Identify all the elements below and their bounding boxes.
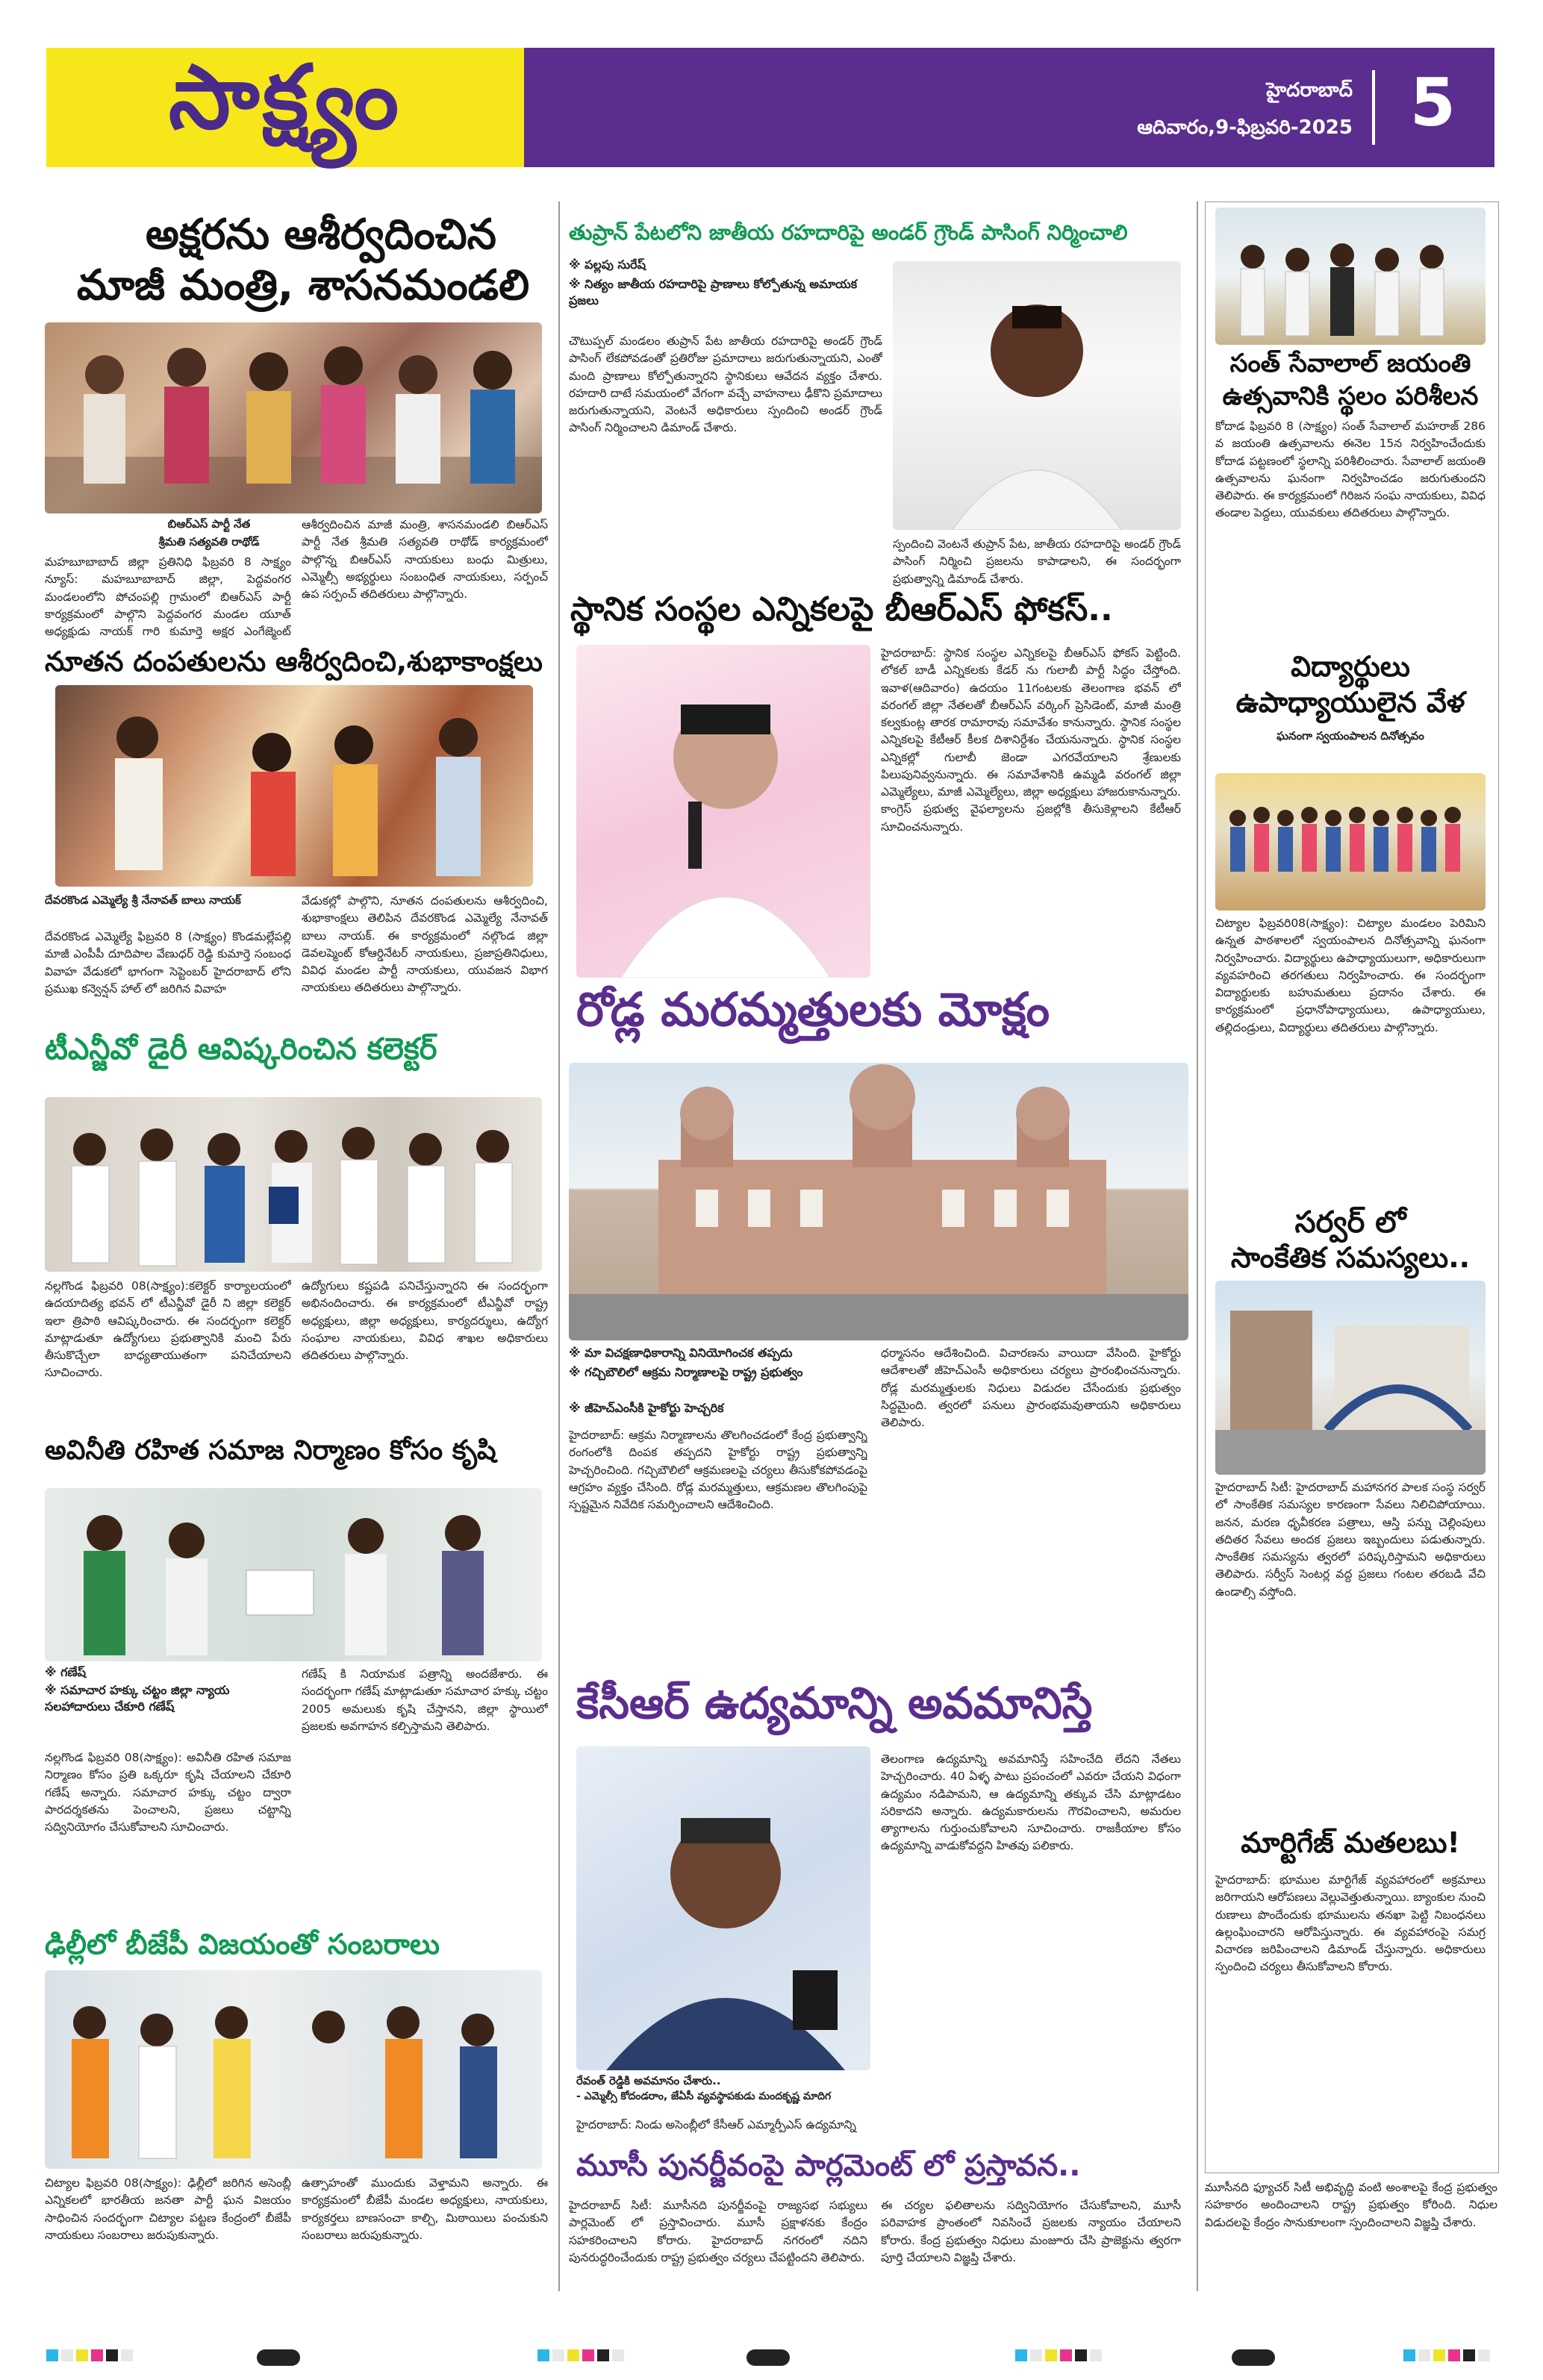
- page-number: 5: [1409, 64, 1456, 141]
- body-musi-left: హైదరాబాద్ సిటీ: మూసీనది పునర్జీవంపై రాజ్యసభ సభ్యులు పార్లమెంట్ లో ప్రస్తావించారు. మూసీ ప్రక్షాళనకు కేంద్రం సహకరించాలని కోరారు. హైదరాబాద్ నగరంలో నదిని పునరుద్ధరించేందుకు రాష్ట్ర ప్రభుత్వం చర్యలు చేపట్టిందని తెలిపారు.: [569, 2199, 867, 2264]
- headline-sevalal-jayanthi: సంత్ సేవాలాల్ జయంతి: [1229, 349, 1471, 378]
- masthead-date: ఆదివారం,9-ఫిబ్రవరి-2025: [1137, 116, 1353, 139]
- launch-illustration: [45, 1097, 542, 1272]
- masthead-bar: [524, 48, 1494, 167]
- headline-kcr-movement: కేసీఆర్ ఉద్యమాన్ని అవమానిస్తే: [576, 1678, 1093, 1728]
- body-brs-focus: హైదరాబాద్: స్థానిక సంస్థల ఎన్నికలపై బీఆర్ఎస్ ఫోకస్ పెట్టింది. లోకల్ బాడీ ఎన్నికలకు కేడర్ ను గులాబీ పార్టీ సిద్ధం చేస్తోంది. ఇవాళ(ఆదివారం) ఉదయం 11గంటలకు తెలంగాణ భవన్ లో వరంగల్ జిల్లా నేతలతో బీఆర్ఎస్ వర్కింగ్ ప్రెసిడెంట్, మాజీ మంత్రి కల్వకుంట్ల తారక రామారావు సమావేశం కానున్నారు. స్థానిక సంస్థల ఎన్నికలపై కేటీఆర్ కీలక దిశానిర్దేశం చేయనున్నారు. స్థానిక సంస్థల ఎన్నికల్లో గులాబీ జెండా ఎగరవేయాలని శ్రేణులకు పిలుపునివ్వనున్నారు. ఈ సమావేశానికి ఉమ్మడి వరంగల్ జిల్లా ఎమ్మెల్యేలు, మాజీ ఎమ్మెల్యేలు, జిల్లా అధ్యక్షులు హాజరుకానున్నారు. కాంగ్రెస్ ప్రభుత్వ వైఫల్యాలను ప్రజల్లోకి తీసుకెళ్లాలని కేటీఆర్ సూచించనున్నారు.: [881, 646, 1181, 834]
- caption-ganesh: ※ గణేష్: [45, 1665, 87, 1679]
- body-bjp-right: ఉత్సాహంతో ముందుకు వెళ్తామని అన్నారు. ఈ కార్యక్రమంలో బీజేపీ మండల అధ్యక్షులు, నాయకులు, కార్యకర్తలు బాణసంచా కాల్చి, మిఠాయిలు పంచుకుని సంబరాలు జరుపుకున్నారు.: [302, 2176, 548, 2242]
- color-registration-marks: [46, 2349, 133, 2364]
- photo-high-court: [569, 1063, 1188, 1340]
- photo-ghmc-office: [1215, 1281, 1486, 1475]
- caption-party-leader: బిఆర్ఎస్ పార్టీ నేత: [167, 517, 251, 531]
- body-newlyweds-left: దేవరకొండ ఎమ్మెల్యే ఫిబ్రవరి 8 (సాక్ష్యం) కొండమల్లేపల్లి మాజీ ఎంపీపీ దూదిపాల వేణుధర్ రెడ్డి కుమార్తె సంబంధ వివాహ వేడుకలో భాగంగా సెప్టెంబర్ హైదరాబాద్ లోని ప్రముఖ కన్వెన్షన్ హాల్ లో జరిగిన వివాహ: [45, 930, 291, 996]
- people-illustration: [45, 322, 542, 513]
- photo-ktr: [576, 645, 870, 978]
- bullet-ghmc-warning: ※ జీహెచ్ఎంసీకి హైకోర్టు హెచ్చరిక: [569, 1401, 724, 1415]
- court-building-illustration: [569, 1063, 1188, 1340]
- photo-pallapu-suresh: [893, 261, 1181, 530]
- body-newlyweds-right: వేడుకల్లో పాల్గొని, నూతన దంపతులను ఆశీర్వదించి, శుభాకాంక్షలు తెలిపిన దేవరకొండ ఎమ్మెల్యే నేనావత్ బాలు నాయక్. ఈ కార్యక్రమంలో నల్గొండ జిల్లా డెవలప్మెంట్ కోఆర్డినేటర్ నాయకులు, ప్రజాప్రతినిధులు, వివిధ మండల పార్టీ నాయకులు, యువజన విభాగ నాయకులు తదితరులు పాల్గొన్నారు.: [302, 894, 548, 995]
- headline-brs-focus: స్థానిక సంస్థల ఎన్నికలపై బీఆర్ఎస్ ఫోకస్..: [570, 591, 1190, 628]
- body-underground-passing: చౌటుప్పల్ మండలం తుప్రాన్ పేట జాతీయ రహదారిపై అండర్ గ్రౌండ్ పాసింగ్ లేకపోవడంతో ప్రతిరోజు ప్రమాదాలు జరుగుతున్నాయని, ఎంతో మంది ప్రాణాలు కోల్పోతున్నారని స్థానికులు ఆవేదన వ్యక్తం చేశారు. రహదారి దాటే సమయంలో వేగంగా వచ్చే వాహనాలు ఢీకొని ప్రమాదాలు జరుగుతున్నాయని, వెంటనే అధికారులు స్పందించి అండర్ గ్రౌండ్ పాసింగ్ నిర్మించాలని డిమాండ్ చేశారు.: [569, 334, 882, 435]
- headline-road-repairs: రోడ్ల మరమ్మత్తులకు మోక్షం: [576, 982, 1050, 1037]
- headline-sevalal-jayanthi-line2: ఉత్సవానికి స్థలం పరిశీలన: [1222, 381, 1479, 411]
- color-registration-marks: [537, 2349, 624, 2364]
- color-registration-marks: [1403, 2349, 1490, 2364]
- students-illustration: [1215, 773, 1486, 911]
- headline-aksharanu: అక్షరను ఆశీర్వదించిన: [146, 210, 496, 259]
- body-musi-right: ఈ చర్యల ఫలితాలను సద్వినియోగం చేసుకోవాలని, మూసీ పరివాహక ప్రాంతంలో నివసించే ప్రజలకు న్యాయం చేయాలని కోరారు. కేంద్ర ప్రభుత్వం నిధులు మంజూరు చేసి ప్రాజెక్టును త్వరగా పూర్తి చేయాలని విజ్ఞప్తి చేశారు.: [881, 2199, 1181, 2264]
- byline-kcr-movement: హైదరాబాద్: నిండు అసెంబ్లీలో కేసీఆర్ ఎమ్మార్పీఎస్ ఉద్యమాన్ని: [576, 2118, 856, 2131]
- headline-newlyweds: నూతన దంపతులను ఆశీర్వదించి,శుభాకాంక్షలు: [45, 646, 543, 678]
- headline-students-teachers-line2: ఉపాధ్యాయులైన వేళ: [1235, 686, 1465, 719]
- caption-revanth-reddy: రేవంత్ రెడ్డికి అవమానం చేశారు..: [576, 2074, 721, 2087]
- portrait-illustration: [893, 261, 1181, 530]
- color-registration-marks: [1015, 2349, 1102, 2364]
- headline-server-issue-line2: సాంకేతిక సమస్యలు..: [1230, 1241, 1471, 1274]
- bullet-gachibowli: ※ గచ్చిబౌలిలో ఆక్రమ నిర్మాణాలపై రాష్ట్ర ప్రభుత్వం: [569, 1365, 803, 1379]
- photo-press-meet: [576, 1746, 870, 2070]
- bullet-discretion: ※ మా విచక్షణాధికారాన్ని వినియోగించక తప్పదు: [569, 1346, 793, 1360]
- body-mortgage: హైదరాబాద్: భూముల మార్టిగేజ్ వ్యవహారంలో అక్రమాలు జరిగాయని ఆరోపణలు వెల్లువెత్తుతున్నాయి. బ్యాంకుల నుంచి రుణాలు పొందేందుకు భూములను తనఖా పెట్టి నిబంధనలు ఉల్లంఘించారని ఆరోపిస్తున్నారు. ఈ వ్యవహారంపై సమగ్ర విచారణ జరిపించాలని డిమాండ్ చేస్తున్నారు. అధికారులు స్పందించి చర్యలు తీసుకోవాలని కోరారు.: [1215, 1873, 1486, 1974]
- headline-server-issue: సర్వర్ లో: [1294, 1205, 1406, 1240]
- bullet-pallapu-suresh: ※ పల్లపు సురేష్: [569, 257, 646, 272]
- inspection-illustration: [1215, 207, 1486, 345]
- logo-text: సాక్ష్యం: [168, 45, 402, 149]
- masthead-logo: [46, 45, 524, 167]
- caption-rti-advisor: ※ సమాచార హక్కు చట్టం జిల్లా న్యాయ సలహాదారులు చేకూరి గణేష్: [45, 1683, 230, 1714]
- registration-pill: [746, 2349, 790, 2366]
- headline-students-teachers: విద్యార్థులు: [1291, 650, 1410, 683]
- caption-manda-krishna: - ఎమ్మెల్సీ కోదండరాం, జేఏసీ వ్యవస్థాపకుడు మందకృష్ణ మాదిగ: [576, 2090, 832, 2102]
- body-underground-passing-2: స్పందించి వెంటనే తుప్రాన్ పేట, జాతీయ రహదారిపై అండర్ గ్రౌండ్ పాసింగ్ నిర్మించి ప్రజలను కాపాడాలని, ఈ సందర్భంగా ప్రభుత్వాన్ని డిమాండ్ చేశారు.: [893, 537, 1181, 586]
- headline-underground-passing: తుప్రాన్ పేటలోని జాతీయ రహదారిపై అండర్ గ్రౌండ్ పాసింగ్ నిర్మించాలి: [569, 220, 1128, 245]
- wedding-illustration: [55, 685, 533, 887]
- body-road-repairs-left: హైదరాబాద్: ఆక్రమ నిర్మాణాలను తొలగించడంలో కేంద్ర ప్రభుత్వాన్ని రంగంలోకి దింపక తప్పదని హైకోర్టు రాష్ట్ర ప్రభుత్వాన్ని హెచ్చరించింది. గచ్చిబౌలిలో ఆక్రమణలపై చర్యలు తీసుకోకపోవడంపై ఆగ్రహం వ్యక్తం చేసింది. రోడ్ల మరమ్మత్తులు, ఆక్రమణల తొలగింపుపై స్పష్టమైన నివేదిక సమర్పించాలని ఆదేశించింది.: [569, 1428, 867, 1511]
- headline-aksharanu-line2: మాజీ మంత్రి, శాసనమండలి: [76, 261, 530, 310]
- headline-delhi-bjp-celebration: ఢిల్లీలో బీజేపీ విజయంతో సంబరాలు: [45, 1928, 440, 1961]
- body-anti-corruption-right: గణేష్ కి నియామక పత్రాన్ని అందజేశారు. ఈ సందర్భంగా గణేష్ మాట్లాడుతూ సమాచార హక్కు చట్టం 2005 అమలుకు కృషి చేస్తానని, జిల్లా స్థాయిలో ప్రజలకు అవగాహన కల్పిస్తామని తెలిపారు.: [302, 1667, 548, 1733]
- registration-pill: [257, 2349, 300, 2366]
- body-anti-corruption-left: నల్లగొండ ఫిబ్రవరి 08(సాక్ష్యం): అవినీతి రహిత సమాజ నిర్మాణం కోసం ప్రతి ఒక్కరూ కృషి చేయాలని చేకూరి గణేష్ అన్నారు. సమాచార హక్కు చట్టం ద్వారా పారదర్శకతను పెంచాలని, ప్రజలు చట్టాన్ని సద్వినియోగం చేసుకోవాలని సూచించారు.: [45, 1751, 291, 1834]
- masthead-city: హైదరాబాద్: [1266, 79, 1353, 101]
- body-road-repairs-right: ధర్మాసనం ఆదేశించింది. విచారణను వాయిదా వేసింది. హైకోర్టు ఆదేశాలతో జీహెచ్ఎంసీ అధికారులు చర్యలు ప్రారంభించనున్నారు. రోడ్ల మరమ్మత్తులకు నిధులు విడుదల చేసేందుకు ప్రభుత్వం సిద్ధమైంది. త్వరలో పనులు ప్రారంభమవుతాయని అధికారులు తెలిపారు.: [881, 1346, 1181, 1429]
- column-divider: [1197, 202, 1198, 2291]
- photo-engagement-event: [45, 322, 542, 513]
- body-sevalal-jayanthi: కోదాడ ఫిబ్రవరి 8 (సాక్ష్యం) సంత్ సేవాలాల్ మహరాజ్ 286 వ జయంతి ఉత్సవాలను ఈనెల 15న నిర్వహించేందుకు కోదాడ పట్టణంలో స్థలాన్ని పరిశీలించారు. సేవాలాల్ జయంతి ఉత్సవాలను ఘనంగా నిర్వహించడం జరుగుతుందని తెలిపారు. ఈ కార్యక్రమంలో గిరిజన సంఘ నాయకులు, వివిధ తండాల పెద్దలు, యువకులు తదితరులు పాల్గొన్నారు.: [1215, 419, 1486, 520]
- photo-appointment: [45, 1488, 542, 1661]
- caption-mla-balu-naik: దేవరకొండ ఎమ్మెల్యే శ్రీ నేనావత్ బాలు నాయక్: [45, 893, 241, 907]
- celebration-illustration: [45, 1970, 542, 2169]
- photo-diary-launch: [45, 1097, 542, 1272]
- body-bjp-left: చిట్యాల ఫిబ్రవరి 08(సాక్ష్యం): ఢిల్లీలో జరిగిన అసెంబ్లీ ఎన్నికలలో భారతీయ జనతా పార్టీ ఘన విజయం సాధించిన సందర్భంగా చిట్యాల పట్టణ కేంద్రంలో బీజేపీ నాయకులు సంబరాలు జరుపుకున్నారు.: [45, 2176, 291, 2242]
- body-aksharanu-left: మహబూబాబాద్ జిల్లా ప్రతినిధి ఫిబ్రవరి 8 సాక్ష్యం న్యూస్: మహబూబాబాద్ జిల్లా, పెద్దవంగర మండలంలోని పోచంపల్లి గ్రామంలో బిఆర్ఎస్ పార్టీ కార్యక్రమంలో పాల్గొని పెద్దవంగర మండల యూత్ అధ్యక్షుడు నాయక్ గారి కుమార్తె అక్షర ఎంగేజ్మెంట్: [45, 555, 291, 638]
- bullet-lives-lost: ※ నిత్యం జాతీయ రహదారిపై ప్రాణాలు కోల్పోతున్న అమాయక ప్రజలు: [569, 277, 858, 308]
- headline-tngo-diary: టీఎన్జీవో డైరీ ఆవిష్కరించిన కలెక్టర్: [45, 1032, 437, 1066]
- body-tngo-left: నల్లగొండ ఫిబ్రవరి 08(సాక్ష్యం):కలెక్టర్ కార్యాలయంలో ఉదయాదిత్య భవన్ లో టీఎన్జీవో డైరీ ని జిల్లా కలెక్టర్ ఇలా త్రిపాఠి ఆవిష్కరించారు. ఈ సందర్భంగా కలెక్టర్ మాట్లాడుతూ ఉద్యోగులు ప్రభుత్వానికి మంచి పేరు తీసుకొచ్చేలా బాధ్యతాయుతంగా పనిచేయాలని సూచించారు.: [45, 1279, 291, 1380]
- subhead-self-governance-day: ఘనంగా స్వయంపాలన దినోత్సవం: [1277, 729, 1424, 743]
- caption-satyavathi: శ్రీమతి సత్యవతి రాథోడ్: [158, 535, 260, 549]
- body-mortgage-continued: మూసీనది ఫ్యూచర్ సిటీ అభివృద్ధి వంటి అంశాలపై కేంద్ర ప్రభుత్వం సహకారం అందించాలని రాష్ట్ర ప్రభుత్వం కోరింది. నిధుల విడుదలపై కేంద్రం సానుకూలంగా స్పందించాలని విజ్ఞప్తి చేశారు.: [1205, 2181, 1497, 2229]
- body-aksharanu-right: ఆశీర్వదించిన మాజీ మంత్రి, శాసనమండలి బిఆర్ఎస్ పార్టీ నేత శ్రీమతి సత్యవతి రాథోడ్ కార్యక్రమంలో పాల్గొన్న బిఆర్ఎస్ నాయకులు బంధు మిత్రులు, ఎమ్మెల్సీ అభ్యర్థులు సంబంధిత నాయకులు, సర్పంచ్ ఉప సర్పంచ్ తదితరులు పాల్గొన్నారు.: [302, 518, 548, 601]
- body-tngo-right: ఉద్యోగులు కష్టపడి పనిచేస్తున్నారని ఈ సందర్భంగా అభినందించారు. ఈ కార్యక్రమంలో టీఎన్జీవో రాష్ట్ర అధ్యక్షులు, జిల్లా అధ్యక్షులు, కార్యదర్శులు, ఉద్యోగ సంఘాల నాయకులు, వివిధ శాఖల అధికారులు తదితరులు పాల్గొన్నారు.: [302, 1279, 548, 1362]
- photo-school-students: [1215, 773, 1486, 911]
- ktr-illustration: [576, 645, 870, 978]
- photo-site-inspection: [1215, 207, 1486, 345]
- headline-musi-revival: మూసీ పునర్జీవంపై పార్లమెంట్ లో ప్రస్తావన..: [576, 2149, 1081, 2183]
- body-students-teachers: చిట్యాల ఫిబ్రవరి08(సాక్ష్యం): చిట్యాల మండలం పెరిమిని ఉన్నత పాఠశాలలో స్వయంపాలన దినోత్సవాన్ని ఘనంగా నిర్వహించారు. విద్యార్థులు ఉపాధ్యాయులుగా, అధికారులుగా వ్యవహరించి తరగతులు నిర్వహించారు. ఈ సందర్భంగా విద్యార్థులకు బహుమతులు ప్రదానం చేశారు. ఈ కార్యక్రమంలో ప్రధానోపాధ్యాయులు, ఉపాధ్యాయులు, తల్లిదండ్రులు, విద్యార్థులు తదితరులు పాల్గొన్నారు.: [1215, 916, 1486, 1034]
- registration-pill: [1232, 2349, 1275, 2366]
- office-illustration: [1215, 1281, 1486, 1475]
- headline-anti-corruption: అవినీతి రహిత సమాజ నిర్మాణం కోసం కృషి: [45, 1435, 496, 1466]
- appointment-illustration: [45, 1488, 542, 1661]
- photo-wedding: [55, 685, 533, 887]
- column-divider: [558, 202, 560, 2291]
- body-kcr-movement: తెలంగాణ ఉద్యమాన్ని అవమానిస్తే సహించేది లేదని నేతలు హెచ్చరించారు. 40 ఏళ్ళ పాటు ప్రపంచంలో ఎవరూ చేయని విధంగా ఉద్యమం నడిపామని, ఆ ఉద్యమాన్ని తక్కువ చేసి మాట్లాడటం సరికాదని అన్నారు. ఉద్యమకారులను గౌరవించాలని, అమరుల త్యాగాలను గుర్తుంచుకోవాలని సూచించారు. రాజకీయాల కోసం ఉద్యమాన్ని వాడుకోవద్దని హితవు పలికారు.: [881, 1752, 1181, 1853]
- masthead-separator: [1372, 70, 1375, 145]
- photo-bjp-celebration: [45, 1970, 542, 2169]
- body-server-issue: హైదరాబాద్ సిటీ: హైదరాబాద్ మహానగర పాలక సంస్థ సర్వర్ లో సాంకేతిక సమస్యల కారణంగా సేవలు నిలిచిపోయాయి. జనన, మరణ ధృవీకరణ పత్రాలు, ఆస్తి పన్ను చెల్లింపులు తదితర సేవలు అందక ప్రజలు ఇబ్బందులు పడుతున్నారు. సాంకేతిక సమస్యను త్వరలో పరిష్కరిస్తామని అధికారులు తెలిపారు. సర్వీస్ సెంటర్ల వద్ద ప్రజలు గంటల తరబడి వేచి ఉండాల్సి వస్తోంది.: [1215, 1481, 1486, 1599]
- speaker-illustration: [576, 1746, 870, 2070]
- headline-mortgage: మార్టిగేజ్ మతలబు!: [1241, 1826, 1460, 1859]
